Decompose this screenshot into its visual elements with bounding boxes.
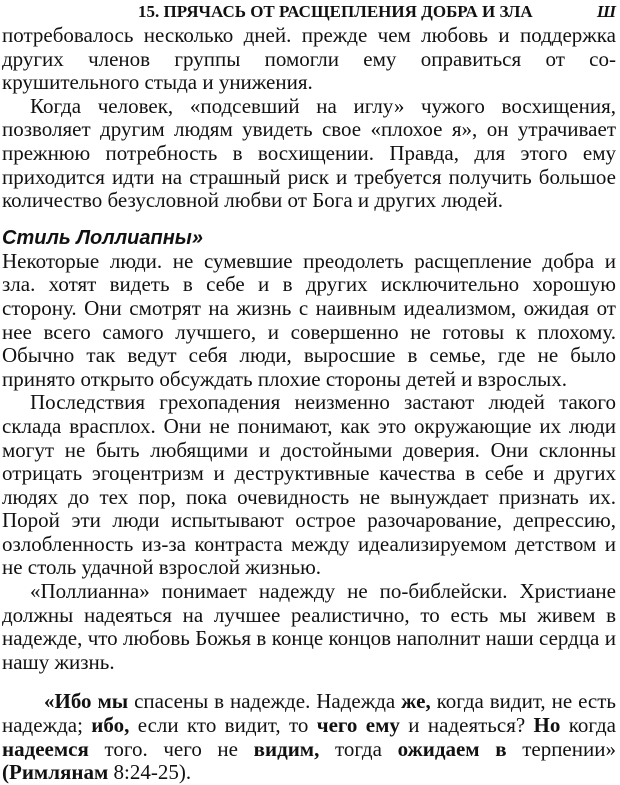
running-header: [2, 0, 616, 24]
quote-segment: и надеяться?: [399, 713, 534, 738]
quote-segment: терпении»: [506, 736, 616, 761]
section-heading: Стиль Лоллиапны»: [2, 226, 203, 249]
quote-segment: чего ему: [316, 713, 400, 738]
quote-segment: когда видит, не есть надежда;: [2, 689, 616, 738]
scripture-quote: [2, 690, 616, 784]
paragraph-fall-consequences: Последствия грехопадения неизменно застают людей такого склада врасплох. Они не понимают, как это окружающие их люди могут не быть любящими и достойными доверия. Они склонны отрицать эгоцентризм и деструктивные качества в себе и других людях до тех пор, пока очевидность не вынуждает признать их. Порой эти люди испытывают острое разочарование, депрессию, озлобленность из-за контраста между идеализируемом детством и не столь удачной взрослой жизнью.: [2, 390, 616, 580]
quote-segment: спасены в надежде. Надежда: [128, 689, 402, 714]
quote-segment: тогда: [319, 736, 398, 761]
quote-segment: «Ибо мы: [44, 689, 129, 714]
quote-segment: если кто видит, то: [129, 713, 317, 738]
quote-segment: Но: [533, 713, 561, 738]
quote-segment: ожидаем в: [397, 736, 507, 761]
quote-segment: же,: [401, 689, 431, 714]
document-page: [2, 0, 616, 785]
quote-segment: когда: [560, 713, 616, 738]
quote-segment: 8:24-25).: [108, 760, 192, 785]
paragraph-pollyanna-intro: Некоторые люди. не сумевшие преодолеть расщепление добра и зла. хотят видеть в себе и в других исключительно хорошую сторону. Они смотрят на жизнь с наивным идеализмом, ожидая от нее всего самого лучшего, и совершенно не готовы к плохому. Обычно так ведут себя люди, выросшие в семье, где не было принято открыто обсуждать плохие стороны детей и взрослых.: [2, 248, 616, 391]
quote-segment: видим,: [253, 736, 320, 761]
chapter-title: 15. ПРЯЧАСЬ ОТ РАСЩЕПЛЕНИЯ ДОБРА И ЗЛА: [138, 2, 533, 21]
quote-segment: ибо,: [91, 713, 130, 738]
paragraph-admiration: Когда человек, «подсевший на иглу» чужого восхищения, позволяет другим людям увидеть свое «плохое я», он утрачивает прежнюю потребность в восхищении. Правда, для этого ему приходится идти на страшный риск и требуется получить большое количество безусловной любви от Бога и других людей.: [2, 93, 616, 213]
paragraph-continuation: потребовалось несколько дней. прежде чем любовь и поддержка других членов группы помогли ему оправиться от со-крушительного стыда и унижения.: [2, 23, 616, 95]
page-number: Ш: [596, 2, 616, 21]
quote-segment: того. чего не: [88, 736, 254, 761]
paragraph-biblical-hope: «Поллианна» понимает надежду не по-библейски. Христиане должны надеяться на лучшее реалистично, то есть мы живем в надежде, что любовь Божья в конце концов наполнит наши сердца и нашу жизнь.: [2, 579, 616, 674]
quote-segment: надеемся: [2, 736, 89, 761]
quote-segment: (Римлянам: [2, 760, 109, 785]
